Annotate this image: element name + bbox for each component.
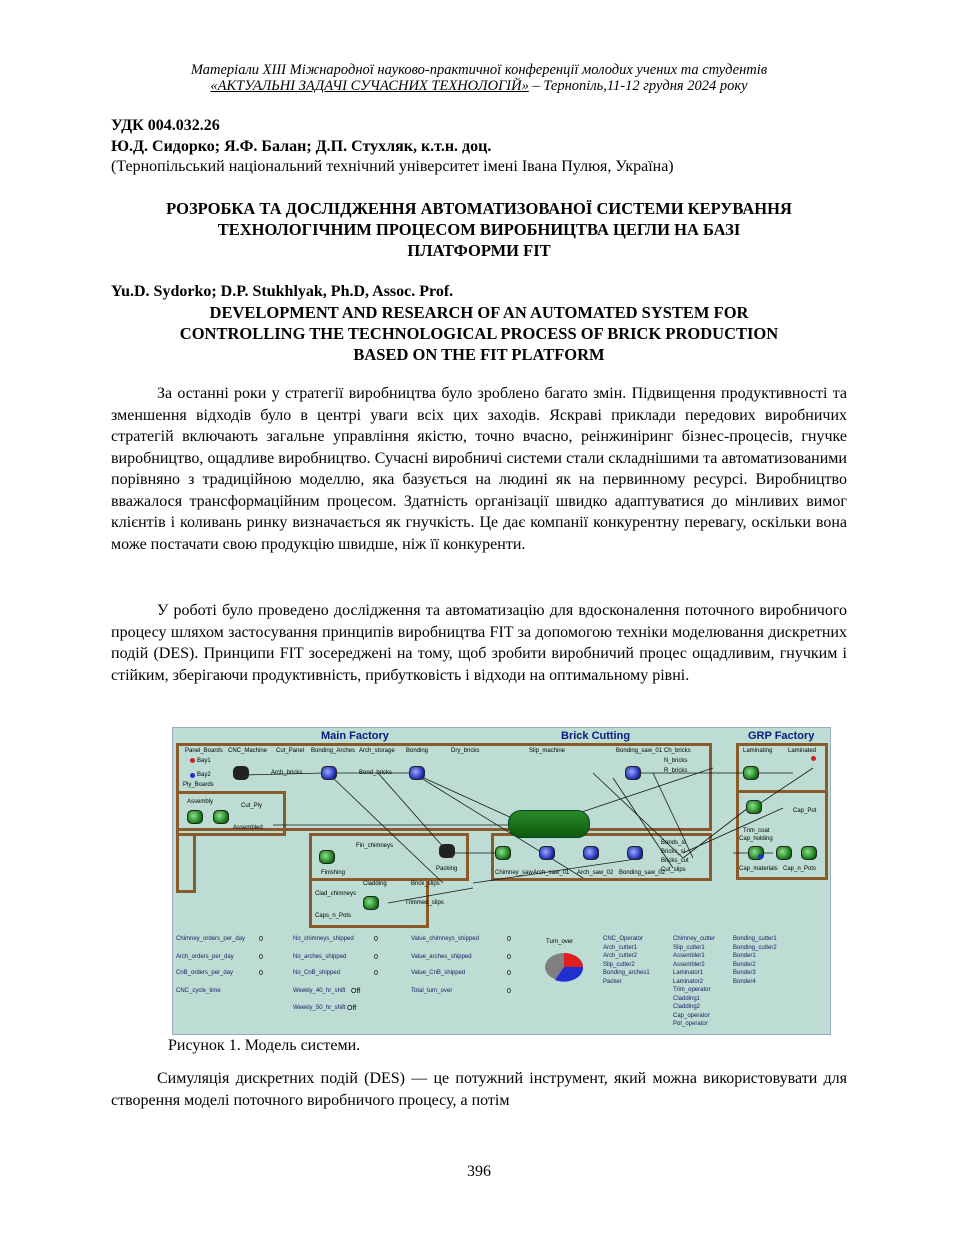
- label-assembly: Assembly: [187, 799, 214, 805]
- label-assembled: Assembled: [233, 825, 263, 831]
- label-ch-bricks: Ch_bricks: [664, 748, 691, 754]
- bonding-saw-02-icon: [627, 846, 643, 860]
- label-r-bricks: R_bricks: [664, 768, 688, 774]
- page-number: 396: [467, 1163, 491, 1180]
- label-caps-n-pots: Caps_n_Pots: [315, 913, 352, 919]
- chimney-saw-icon: [495, 846, 511, 860]
- bonding-saw-01-icon: [625, 766, 641, 780]
- title-uk-line: РОЗРОБКА ТА ДОСЛІДЖЕННЯ АВТОМАТИЗОВАНОЇ СИСТЕМИ КЕРУВАННЯ: [166, 199, 792, 218]
- label-arch-bricks: Arch_bricks: [271, 770, 303, 776]
- assembly-machine-icon: [187, 810, 203, 824]
- operator-label: Bonding_cutter1: [733, 936, 777, 942]
- label-bonding-arches: Bonding_Arches: [311, 748, 356, 754]
- operator-label: Cap_operator: [673, 1012, 710, 1019]
- stat-value-chimneys: Value_chimneys_shipped: [411, 936, 479, 942]
- operator-label: Chimney_cutter: [673, 936, 716, 942]
- trim-coat-machine-icon: [746, 800, 762, 814]
- stat-chimney-orders: Chimney_orders_per_day: [176, 936, 246, 942]
- pot-machine-icon: [801, 846, 817, 860]
- label-bonds-sl: Bonds_sl: [661, 840, 686, 846]
- label-bonding: Bonding: [406, 748, 429, 754]
- label-trim-coat: Trim_coat: [743, 828, 770, 834]
- operator-label: Arch_cutter1: [603, 944, 638, 951]
- operator-label: CNC_Operator: [603, 936, 644, 942]
- stat-total-turnover: Total_turn_over: [411, 988, 453, 994]
- title-en-line: DEVELOPMENT AND RESEARCH OF AN AUTOMATED SYSTEM FOR: [209, 303, 749, 322]
- label-brick-slips: Brick_slips: [411, 881, 440, 887]
- label-cnc-machine: CNC_Machine: [228, 748, 268, 754]
- label-arch-saw-02: Arch_saw_02: [577, 870, 614, 876]
- label-clad-chimneys: Clad_chimneys: [315, 891, 357, 897]
- stat-cnb-orders: CnB_orders_per_day: [176, 970, 234, 976]
- operator-label: Slip_cutter1: [673, 944, 705, 951]
- label-trimmed: Trimmed_slips: [405, 900, 444, 906]
- operator-label: Bonding_cutter2: [733, 944, 777, 951]
- bay2-status-icon: [190, 773, 195, 778]
- operator-label: Bonding_arches1: [603, 970, 650, 976]
- stat-weekly-50: Weekly_50_hr_shift: [293, 1005, 346, 1011]
- finishing-machine-icon: [319, 850, 335, 864]
- bonding-arches-machine-icon: [321, 766, 337, 780]
- operator-label: Bonder3: [733, 970, 756, 976]
- cnc-machine-icon: [233, 766, 249, 780]
- label-laminated: Laminated: [788, 748, 817, 754]
- stat-arch-orders-value: 0: [259, 954, 263, 961]
- stat-chimneys-shipped-value: 0: [374, 936, 378, 943]
- label-panel-boards: Panel_Boards: [185, 748, 223, 754]
- label-cap-materials: Cap_materials: [739, 866, 778, 872]
- title-uk-line: ТЕХНОЛОГІЧНИМ ПРОЦЕСОМ ВИРОБНИЦТВА ЦЕГЛИ НА БАЗІ: [217, 220, 741, 239]
- paragraph-1: За останні роки у стратегії виробництва було зроблено багато змін. Підвищення продуктивності та зменшення відходів було в центрі уваги всіх цих заходів. Яскраві приклади передових виробничих стратегій включають загальне управління якістю, точно вчасно, реінжиніринг бізнес-процесів, гнучке виробництво, ощадливе виробництво. Сучасні виробничі системи стали складнішими та автоматизованими порівняно з традиційною моделлю, яка базується на людині як на первинному ресурсі. Виробництво вважалося трансформаційним процесом. Здатність організації швидко адаптуватися до мінливих вимог клієнтів і коливань ринку визначається як гнучкість. Це дає компанії конкурентну перевагу, оскільки вона може постачати свою продукцію швидше, ніж її конкуренти.: [111, 385, 847, 553]
- label-ply-boards: Ply_Boards: [183, 782, 214, 788]
- slip-machine-kiln-icon: [508, 810, 590, 838]
- stat-value-arches-value: 0: [507, 954, 511, 961]
- label-slip-machine: Slip_machine: [529, 748, 566, 754]
- stat-cnc-cycle-time: CNC_cycle_time: [176, 988, 221, 994]
- title-uk-line: ПЛАТФОРМИ FIT: [407, 241, 551, 260]
- stat-value-chimneys-value: 0: [507, 936, 511, 943]
- laminating-machine-icon: [743, 766, 759, 780]
- label-fin-chimneys: Fin_chimneys: [356, 843, 394, 849]
- label-laminating: Laminating: [743, 748, 773, 754]
- turnover-pie-chart: [543, 950, 585, 984]
- label-bricks-sl: Bricks_sl: [661, 849, 686, 855]
- affiliation: (Тернопільський національний технічний університет імені Івана Пулюя, Україна): [111, 158, 674, 175]
- title-en-line: CONTROLLING THE TECHNOLOGICAL PROCESS OF BRICK PRODUCTION: [179, 324, 779, 343]
- label-bricks-cut: Bricks_cut: [661, 858, 689, 864]
- label-chimney-saw: Chimney_saw: [495, 870, 533, 876]
- operator-label: Trim_operator: [673, 987, 711, 993]
- section-title-main-factory: Main Factory: [321, 730, 389, 742]
- operator-label: Pot_operator: [673, 1021, 708, 1027]
- system-model-figure: [172, 727, 831, 1035]
- operator-label: Bonder1: [733, 953, 756, 959]
- label-bonding-saw-02: Bonding_saw_02: [619, 870, 666, 876]
- label-arch-storage: Arch_storage: [359, 748, 395, 754]
- stat-weekly-40: Weekly_40_hr_shift: [293, 988, 346, 994]
- label-bond-bricks: Bond_bricks: [359, 770, 393, 776]
- arch-saw-02-icon: [583, 846, 599, 860]
- stat-total-turnover-value: 0: [507, 988, 511, 995]
- figure-caption: Рисунок 1. Модель системи.: [168, 1037, 361, 1054]
- operator-label: Assembler2: [673, 961, 705, 968]
- packing-machine-icon: [439, 844, 455, 858]
- paragraph-3: Симуляція дискретних подій (DES) — це потужний інструмент, який можна використовувати для створення моделі поточного виробничого процесу, а потім: [111, 1070, 847, 1109]
- cap-holding-status-icon: [758, 854, 763, 859]
- operator-label: Bonder2: [733, 961, 756, 968]
- weekly-50-toggle[interactable]: Off: [347, 1005, 357, 1012]
- operator-label: Packer: [603, 978, 622, 985]
- cap-machine-icon: [776, 846, 792, 860]
- label-cap-pot: Cap_Pot: [793, 808, 817, 814]
- conference-title-link: «АКТУАЛЬНІ ЗАДАЧІ СУЧАСНИХ ТЕХНОЛОГІЙ»: [210, 78, 529, 94]
- udk-code: УДК 004.032.26: [111, 117, 220, 134]
- stat-cnb-shipped: No_CnB_shipped: [293, 970, 341, 976]
- stat-arch-orders: Arch_orders_per_day: [176, 954, 234, 960]
- arch-saw-01-icon: [539, 846, 555, 860]
- label-packing: Packing: [436, 866, 458, 872]
- stat-chimneys-shipped: No_chimneys_shipped: [293, 936, 354, 942]
- weekly-40-toggle[interactable]: Off: [351, 988, 361, 995]
- label-cut-ply: Cut_Ply: [241, 803, 263, 809]
- stat-arches-shipped: No_arches_shipped: [293, 954, 347, 960]
- label-finishing: Finishing: [321, 870, 346, 876]
- label-n-bricks: N_bricks: [664, 758, 688, 764]
- label-dry-bricks: Dry_bricks: [451, 748, 480, 754]
- operator-label: Cladding2: [673, 1004, 701, 1010]
- operator-label: Assembler1: [673, 953, 705, 959]
- operator-label: Cladding1: [673, 995, 701, 1002]
- authors-english: Yu.D. Sydorko; D.P. Stukhlyak, Ph.D, Assoc. Prof.: [111, 283, 454, 300]
- label-cladding: Cladding: [363, 881, 387, 887]
- operator-label: Arch_cutter2: [603, 953, 638, 959]
- title-english: [100, 302, 858, 365]
- title-en-line: BASED ON THE FIT PLATFORM: [353, 345, 605, 364]
- stat-arches-shipped-value: 0: [374, 954, 378, 961]
- label-cap-holding: Cap_holding: [739, 836, 773, 842]
- stat-cnb-shipped-value: 0: [374, 970, 378, 977]
- label-arch-saw-01: Arch_saw_01: [533, 870, 570, 876]
- operator-label: Slip_cutter2: [603, 961, 635, 968]
- cut-ply-machine-icon: [213, 810, 229, 824]
- conference-header-line1: Матеріали XIII Міжнародної науково-практичної конференції молодих учених та студентів: [190, 62, 768, 78]
- operator-label: Laminator2: [673, 978, 704, 985]
- section-title-grp-factory: GRP Factory: [748, 730, 815, 742]
- cladding-machine-icon: [363, 896, 379, 910]
- title-ukrainian: [100, 198, 858, 261]
- conference-date: – Тернопіль,11-12 грудня 2024 року: [528, 78, 748, 94]
- stat-chimney-orders-value: 0: [259, 936, 263, 943]
- label-cut-panel: Cut_Panel: [276, 748, 305, 754]
- stat-value-cnb-value: 0: [507, 970, 511, 977]
- label-cap-n-pots: Cap_n_Pots: [783, 866, 817, 872]
- turnover-label: Turn_over: [546, 939, 574, 945]
- bay1-status-icon: [190, 758, 195, 763]
- pie-slice-red: [564, 953, 583, 967]
- laminated-status-icon: [811, 756, 816, 761]
- stat-cnb-orders-value: 0: [259, 970, 263, 977]
- label-cut-slips: Cut_slips: [661, 867, 686, 873]
- label-bay1: Bay1: [197, 758, 211, 764]
- stat-value-arches: Value_arches_shipped: [411, 954, 472, 960]
- bonding-machine-icon: [409, 766, 425, 780]
- authors-ukrainian: Ю.Д. Сидорко; Я.Ф. Балан; Д.П. Стухляк, к.т.н. доц.: [111, 138, 492, 155]
- section-title-brick-cutting: Brick Cutting: [561, 730, 631, 742]
- label-bonding-saw-01: Bonding_saw_01: [616, 748, 663, 754]
- operator-label: Laminator1: [673, 970, 704, 976]
- operator-label: Bonder4: [733, 978, 756, 985]
- conference-header-line2: [60, 78, 898, 95]
- stat-value-cnb: Value_CnB_shipped: [411, 970, 466, 976]
- label-bay2: Bay2: [197, 772, 211, 778]
- paragraph-2: У роботі було проведено дослідження та автоматизацію для вдосконалення поточного виробничого процесу шляхом застосування принципів виробництва FIT за допомогою техніки моделювання дискретних подій (DES). Принципи FIT зосереджені на тому, щоб зробити виробничий процес ощадливим, гнучким і стійким, зберігаючи продуктивність, прибутковість і відходи на оптимальному рівні.: [111, 602, 847, 684]
